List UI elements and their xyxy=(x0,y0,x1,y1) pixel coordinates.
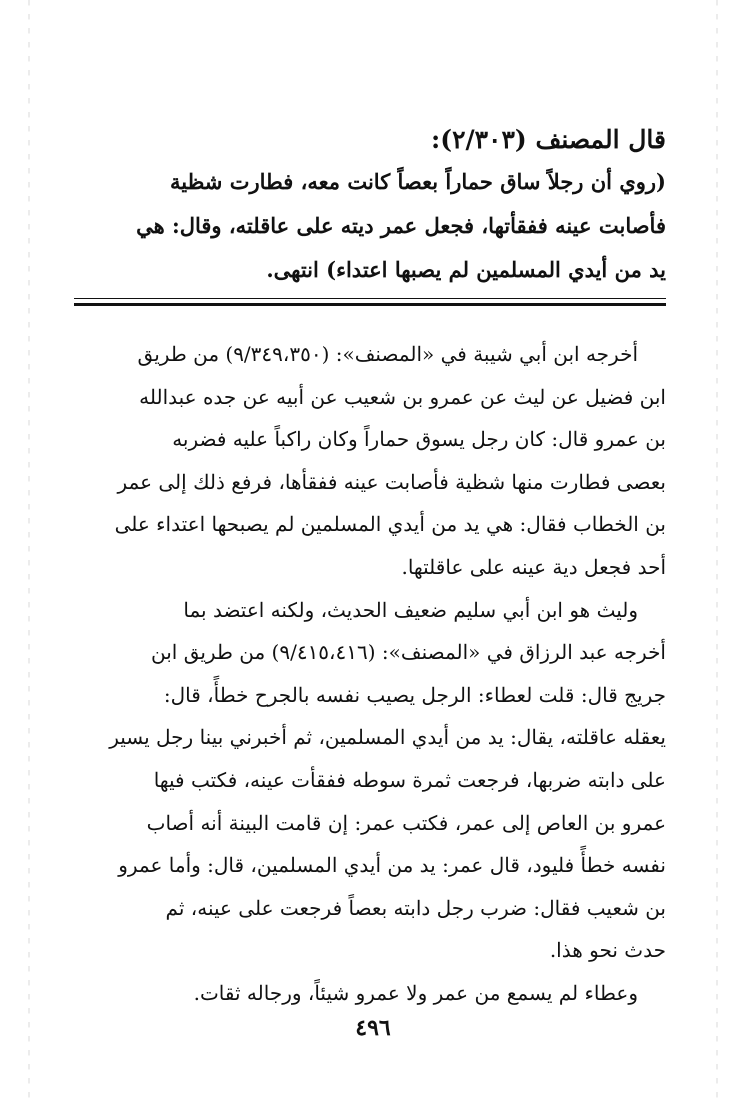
body-line: حدث نحو هذا. xyxy=(549,938,666,963)
divider-thick xyxy=(74,303,666,306)
commentary-text xyxy=(66,333,666,1015)
body-line: وعطاء لم يسمع من عمر ولا عمرو شيئاً، ورجاله ثقات. xyxy=(193,980,638,1005)
body-line: بن الخطاب فقال: هي يد من أيدي المسلمين لم يصبحها اعتداء على xyxy=(114,512,666,537)
body-line: جريج قال: قلت لعطاء: الرجل يصيب نفسه بالجرح خطأً، قال: xyxy=(163,682,666,707)
body-line: أخرجه ابن أبي شيبة في «المصنف»: (٩/٣٤٩،٣٥٠) من طريق xyxy=(137,342,638,366)
body-line: يعقله عاقلته، يقال: يد من أيدي المسلمين، ثم أخبرني بينا رجل يسير xyxy=(109,725,666,750)
scan-margin-artifact xyxy=(28,0,30,1099)
body-line: بعصى فطارت منها شظية فأصابت عينه ففقأها، فرفع ذلك إلى عمر xyxy=(117,469,666,494)
body-line: أخرجه عبد الرزاق في «المصنف»: (٩/٤١٥،٤١٦) من طريق ابن xyxy=(150,640,666,665)
body-line: أحد فجعل دية عينه على عاقلتها. xyxy=(401,554,666,579)
divider-thin xyxy=(74,298,666,299)
scan-margin-artifact xyxy=(716,0,718,1099)
body-line: وليث هو ابن أبي سليم ضعيف الحديث، ولكنه اعتضد بما xyxy=(183,597,638,622)
section-heading: قال المصنف (٢/٣٠٣): xyxy=(431,125,666,154)
body-line: عمرو بن العاص إلى عمر، فكتب عمر: إن قامت البينة أنه أصاب xyxy=(146,810,666,835)
quote-line: (روي أن رجلاً ساق حماراً بعصاً كانت معه، فطارت شظية xyxy=(169,169,666,194)
quote-line: فأصابت عينه ففقأتها، فجعل عمر ديته على عاقلته، وقال: هي xyxy=(136,213,666,238)
body-line: بن عمرو قال: كان رجل يسوق حماراً وكان راكباً عليه فضربه xyxy=(172,427,666,452)
body-line: نفسه خطأً فليود، قال عمر: يد من أيدي المسلمين، قال: وأما عمرو xyxy=(118,853,666,878)
page-number: ٤٩٦ xyxy=(355,1015,391,1041)
body-line: على دابته ضربها، فرجعت ثمرة سوطه ففقأت عينه، فكتب فيها xyxy=(153,767,666,792)
quoted-text xyxy=(66,160,666,292)
body-line: ابن فضيل عن ليث عن عمرو بن شعيب عن أبيه عن جده عبدالله xyxy=(139,384,666,409)
quote-line: يد من أيدي المسلمين لم يصبها اعتداء) انتهى. xyxy=(266,257,666,282)
body-line: بن شعيب فقال: ضرب رجل دابته بعصاً فرجعت على عينه، ثم xyxy=(165,895,666,920)
